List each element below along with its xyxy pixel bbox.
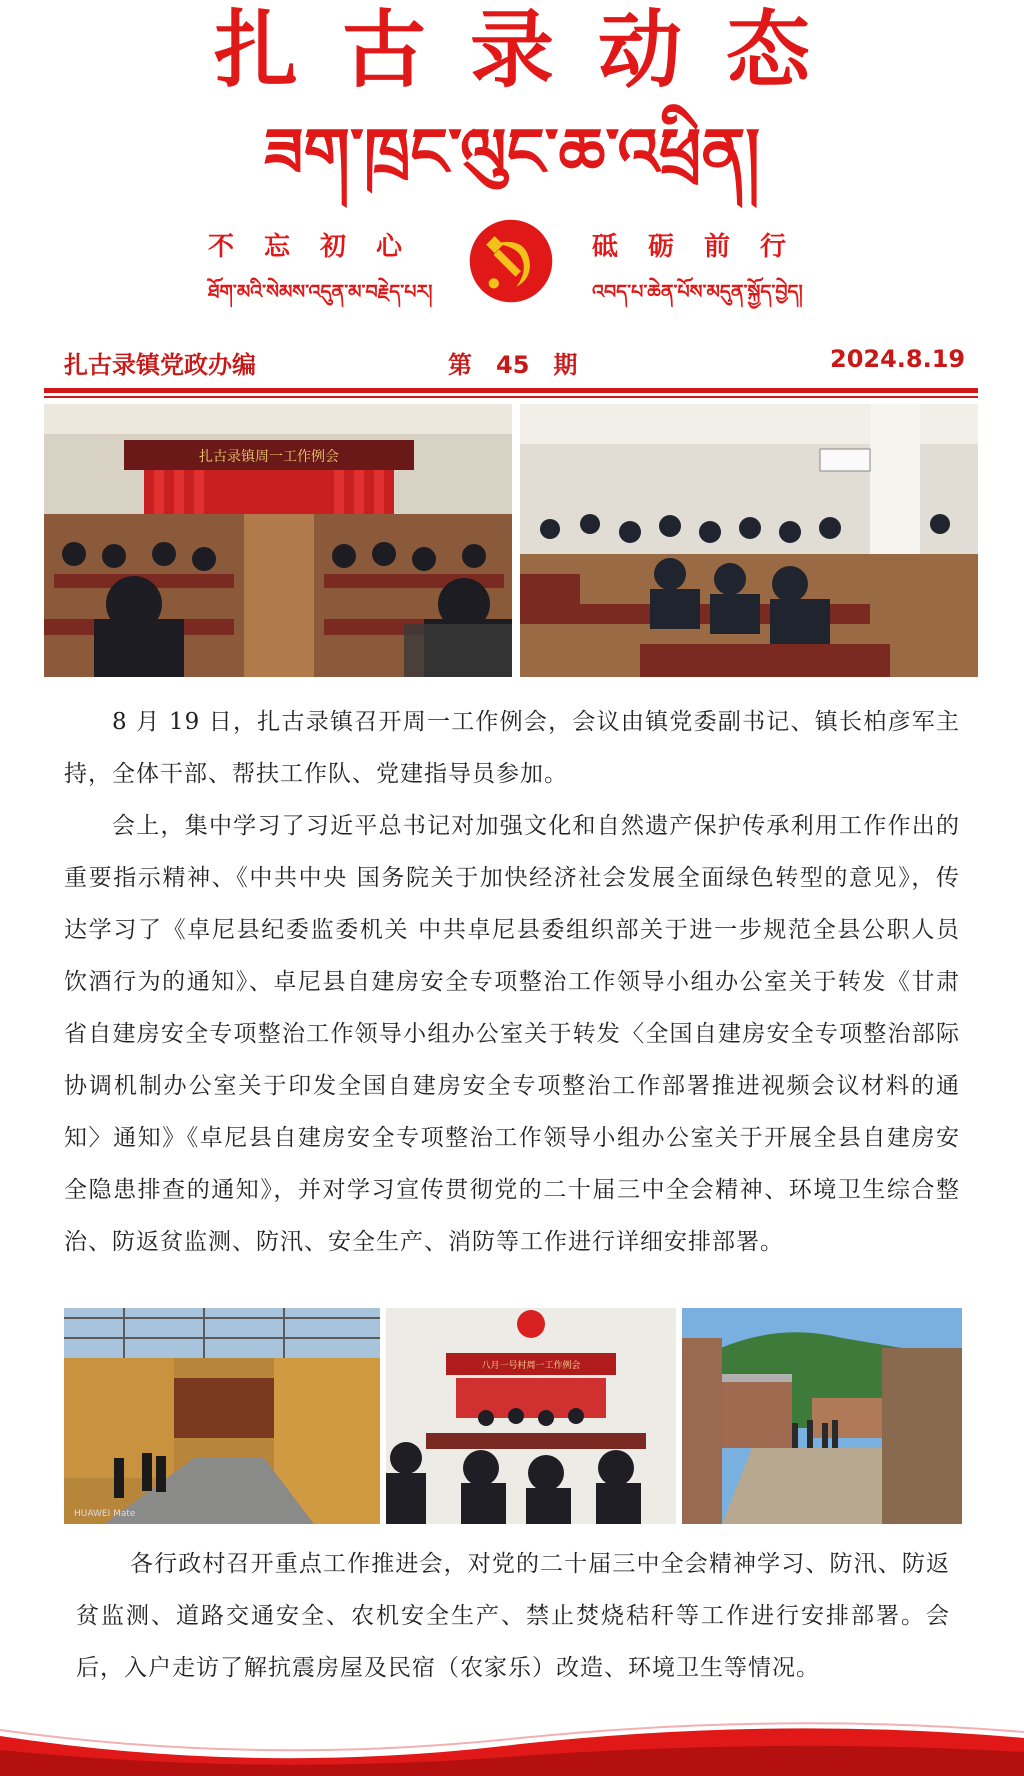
article-paragraph-1: 8 月 19 日，扎古录镇召开周一工作例会，会议由镇党委副书记、镇长柏彦军主持，全体干部、帮扶工作队、党建指导员参加。 [64, 709, 960, 787]
slogan-left-tibetan: ཐོག་མའི་སེམས་འདུན་མ་བརྗེད་པར། [208, 281, 433, 303]
slogan-right: 砥砺前行 [592, 232, 817, 262]
meeting-photo-side [520, 404, 978, 677]
village-meeting-photo [386, 1308, 676, 1524]
issue-number: 第 45 期 [448, 351, 578, 379]
footer-wave-decoration [0, 1716, 1024, 1776]
article-paragraph-2: 会上，集中学习了习近平总书记对加强文化和自然遗产保护传承利用工作作出的重要指示精神、《中共中央 国务院关于加快经济社会发展全面绿色转型的意见》，传达学习了《卓尼县纪委监委机关 中共卓尼县委组织部关于进一步规范全县公职人员饮酒行为的通知》、卓尼县自建房安全专项整治工作领导小组办公室关于转发《甘肃省自建房安全专项整治工作领导小组办公室关于转发〈全国自建房安全专项整治部际协调机制办公室关于印发全国自建房安全专项整治工作部署推进视频会议材料的通知〉通知》《卓尼县自建房安全专项整治工作领导小组办公室关于开展全县自建房安全隐患排查的通知》，并对学习宣传贯彻党的二十届三中全会精神、环境卫生综合整治、防返贫监测、防汛、安全生产、消防等工作进行详细安排部署。 [64, 813, 960, 1255]
slogan-right-tibetan: འབད་པ་ཆེན་པོས་མདུན་སྐྱོད་བྱེད། [592, 281, 803, 303]
village-street-photo [682, 1308, 962, 1524]
camera-watermark: HUAWEI Mate [74, 1509, 136, 1519]
editor-label: 扎古录镇党政办编 [64, 351, 256, 379]
meeting-photo-front [44, 404, 512, 677]
newsletter-title: 扎古录动态 [213, 1, 854, 99]
masthead-rule-thin [44, 396, 978, 398]
article-paragraph-3: 各行政村召开重点工作推进会，对党的二十届三中全会精神学习、防汛、防返贫监测、道路交通安全、农机安全生产、禁止焚烧秸秆等工作进行安排部署。会后，入户走访了解抗震房屋及民宿（农家乐）改造、环境卫生等情况。 [76, 1551, 950, 1681]
party-emblem-icon [468, 218, 554, 304]
village-banner-text: 八月一号村周一工作例会 [481, 1361, 581, 1371]
courtyard-photo [64, 1308, 380, 1524]
newsletter-title-tibetan: ཟག་ཁྲང་ལུང་ཆ་འཕྲིན། [264, 114, 760, 191]
issue-date: 2024.8.19 [830, 345, 966, 373]
masthead-rule [44, 388, 978, 393]
meeting-banner-text: 扎古录镇周一工作例会 [199, 449, 339, 465]
slogan-left: 不忘初心 [208, 232, 433, 262]
